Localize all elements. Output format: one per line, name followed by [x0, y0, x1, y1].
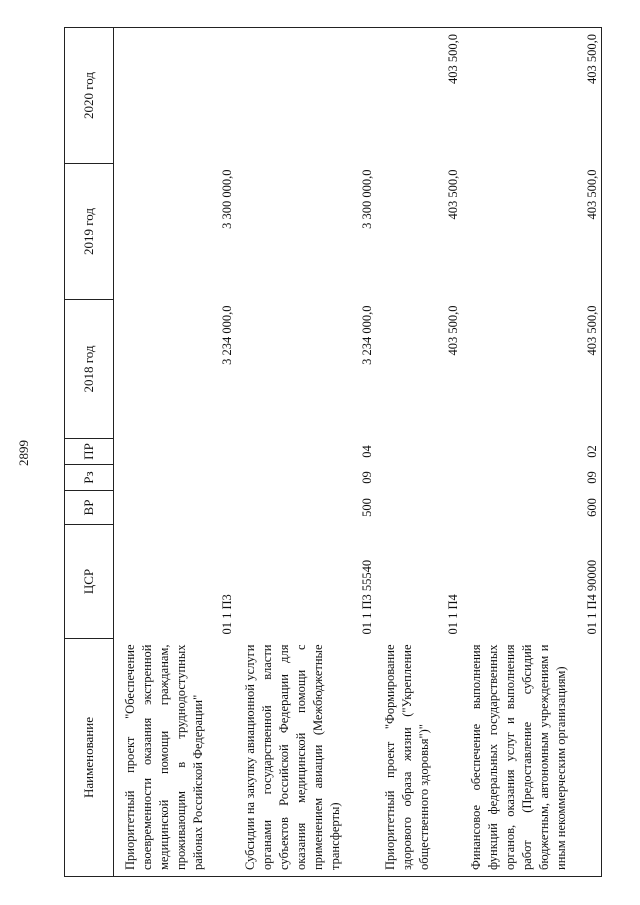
row-2020: 403 500,0 — [376, 28, 462, 164]
row-pr: 02 — [462, 439, 602, 465]
row-pr — [376, 439, 462, 465]
row-pr — [114, 439, 236, 465]
row-2018: 3 234 000,0 — [219, 305, 234, 365]
row-vr: 600 — [462, 491, 602, 525]
row-name-cell — [376, 639, 462, 877]
header-csr: ЦСР — [65, 525, 114, 639]
row-2020 — [114, 28, 236, 164]
header-2020: 2020 год — [65, 28, 114, 164]
row-2018: 403 500,0 — [462, 300, 602, 439]
header-rz: Рз — [65, 465, 114, 491]
row-csr: 01 1 П4 90000 — [462, 525, 602, 639]
header-pr: ПР — [65, 439, 114, 465]
row-2018: 3 234 000,0 — [359, 305, 374, 365]
row-2019: 403 500,0 — [462, 164, 602, 300]
row-name: Приоритетный проект "Формирование здорового образа жизни ("Укрепление общественного здоровья")" — [382, 644, 431, 870]
table-row — [114, 28, 236, 877]
row-name-cell — [114, 639, 236, 877]
row-rz: 09 — [359, 471, 374, 484]
table-row — [236, 28, 376, 877]
row-2019: 3 300 000,0 — [219, 169, 234, 229]
row-csr: 01 1 П3 — [219, 594, 234, 635]
row-rz — [376, 465, 462, 491]
table-header-row — [65, 28, 114, 877]
row-2019: 3 300 000,0 — [359, 169, 374, 229]
row-vr: 500 — [359, 498, 374, 517]
budget-table — [64, 27, 602, 877]
header-2019: 2019 год — [65, 164, 114, 300]
row-name: Финансовое обеспечение выполнения функций федеральных государственных органов, оказания услуг и выполнения работ (Предоставление субсидий бюджетным, автономным учреждениям и иным некоммерческим организациям) — [468, 644, 568, 870]
row-2018: 403 500,0 — [445, 305, 460, 356]
row-name: Приоритетный проект "Обеспечение своевременности оказания экстренной медицинской помощи гражданам, проживающим в труднодоступных районах Российской Федерации" — [123, 644, 205, 870]
row-vr — [376, 491, 462, 525]
page-number-container — [14, 28, 34, 877]
rotated-table-container — [64, 28, 604, 877]
table-row — [376, 28, 462, 877]
row-2019: 403 500,0 — [445, 169, 460, 220]
row-name-cell — [236, 639, 376, 877]
row-csr: 01 1 П4 — [445, 594, 460, 635]
row-vr — [114, 491, 236, 525]
row-2020 — [236, 28, 376, 164]
header-vr: ВР — [65, 491, 114, 525]
row-rz: 09 — [462, 465, 602, 491]
page-number: 2899 — [16, 439, 31, 466]
row-pr: 04 — [359, 445, 374, 458]
header-2018: 2018 год — [65, 300, 114, 439]
row-name-cell — [462, 639, 602, 877]
row-2020: 403 500,0 — [462, 28, 602, 164]
table-row — [462, 28, 602, 877]
row-name: Субсидии на закупку авиационной услуги органами государственной власти субъектов Российской Федерации для оказания медицинской помощи с применением авиации (Межбюджетные трансферты) — [242, 644, 342, 870]
row-rz — [114, 465, 236, 491]
row-csr: 01 1 П3 55540 — [359, 559, 374, 635]
header-name: Наименование — [65, 639, 114, 877]
